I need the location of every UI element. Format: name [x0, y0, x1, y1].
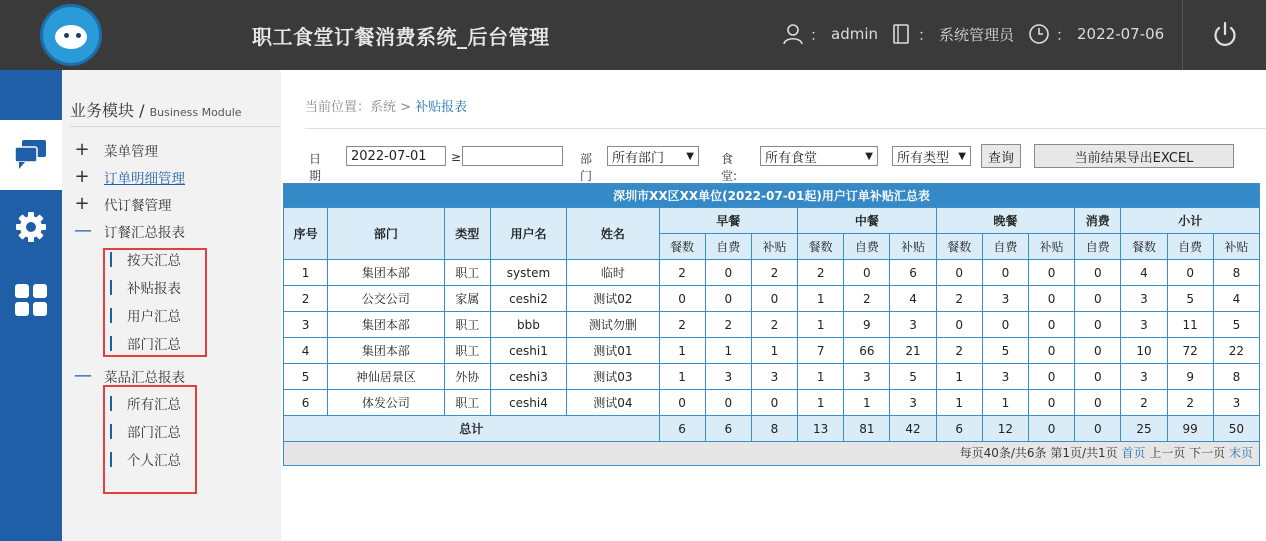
table-cell: 0	[1075, 312, 1121, 338]
table-cell: 2	[659, 312, 705, 338]
dept-select-value: 所有部门	[612, 150, 665, 166]
rail-chat-button[interactable]	[0, 120, 62, 190]
canteen-select[interactable]	[760, 146, 878, 166]
sidebar-item-label: 菜品汇总报表	[104, 370, 185, 386]
table-cell: 8	[1213, 260, 1259, 286]
table-cell: 4	[1121, 260, 1167, 286]
date-ge-input[interactable]	[462, 146, 563, 166]
table-cell: 4	[284, 338, 328, 364]
table-cell: 集团本部	[328, 312, 444, 338]
table-cell: 11	[1167, 312, 1213, 338]
first-page-link[interactable]: 首页	[1121, 446, 1146, 460]
subnav-item-label: 所有汇总	[127, 397, 181, 413]
table-row	[284, 286, 1260, 312]
table-cell: 0	[844, 260, 890, 286]
subnav-item-label: 用户汇总	[127, 309, 181, 325]
table-cell: 1	[844, 390, 890, 416]
total-cell: 50	[1213, 416, 1259, 442]
table-cell: 2	[798, 260, 844, 286]
chevron-down-icon: ▼	[686, 150, 694, 162]
table-cell: ceshi1	[490, 338, 566, 364]
chevron-down-icon: ▼	[958, 150, 966, 162]
table-cell: 72	[1167, 338, 1213, 364]
sidebar-item-order-summary[interactable]	[74, 221, 185, 241]
header-sep: ：	[918, 25, 934, 44]
sidebar-item-proxy-order[interactable]	[74, 194, 172, 214]
total-cell: 0	[1075, 416, 1121, 442]
total-cell: 12	[982, 416, 1028, 442]
type-select[interactable]	[892, 146, 971, 166]
chevron-down-icon: ▼	[865, 150, 873, 162]
table-cell: 1	[798, 364, 844, 390]
table-cell: 2	[659, 260, 705, 286]
table-cell: 测试03	[567, 364, 659, 390]
table-cell: 0	[751, 390, 797, 416]
table-cell: 3	[890, 312, 936, 338]
table-row	[284, 364, 1260, 390]
table-cell: 2	[705, 312, 751, 338]
table-cell: 集团本部	[328, 338, 444, 364]
table-cell: ceshi3	[490, 364, 566, 390]
col-dept: 部门	[328, 208, 444, 260]
next-page-label: 下一页	[1189, 446, 1229, 460]
table-cell: 5	[1213, 312, 1259, 338]
table-cell: 测试01	[567, 338, 659, 364]
table-cell: 测试02	[567, 286, 659, 312]
highlight-box	[103, 248, 207, 357]
table-cell: 4	[1213, 286, 1259, 312]
table-cell: 22	[1213, 338, 1259, 364]
table-cell: ceshi2	[490, 286, 566, 312]
sidebar-item-label: 订单明细管理	[104, 171, 185, 187]
table-row	[284, 260, 1260, 286]
col-dinner: 晚餐	[936, 208, 1075, 234]
subheader-cell: 自费	[982, 234, 1028, 260]
table-cell: 2	[936, 286, 982, 312]
subheader-cell: 补贴	[890, 234, 936, 260]
table-cell: 1	[751, 338, 797, 364]
pager-info: 每页40条/共6条 第1页/共1页	[959, 446, 1122, 460]
table-cell: 1	[659, 364, 705, 390]
export-excel-button[interactable]: 当前结果导出EXCEL	[1034, 144, 1234, 168]
subnav-item-label: 个人汇总	[127, 453, 181, 469]
subheader-cell: 餐数	[798, 234, 844, 260]
table-cell: 1	[659, 338, 705, 364]
main-content	[281, 70, 1266, 541]
module-title	[70, 98, 242, 121]
highlight-box	[103, 385, 197, 494]
logo-eye-right	[76, 33, 81, 38]
subnav-item-label: 部门汇总	[127, 337, 181, 353]
minus-icon: —	[74, 220, 92, 241]
sidebar-item-dish-summary[interactable]	[74, 366, 185, 386]
role-name: 系统管理员	[939, 25, 1015, 44]
table-cell: 职工	[444, 260, 490, 286]
breadcrumb-current[interactable]: 补贴报表	[415, 100, 468, 115]
table-cell: 3	[284, 312, 328, 338]
table-cell: 0	[1075, 260, 1121, 286]
sidebar	[62, 70, 281, 541]
table-cell: 0	[982, 260, 1028, 286]
col-breakfast: 早餐	[659, 208, 798, 234]
table-cell: 0	[1029, 390, 1075, 416]
table-cell: 3	[751, 364, 797, 390]
gear-icon	[14, 210, 48, 244]
table-cell: 7	[798, 338, 844, 364]
breadcrumb	[305, 96, 467, 115]
table-cell: 10	[1121, 338, 1167, 364]
chat-icon	[14, 139, 48, 171]
table-cell: 3	[1121, 312, 1167, 338]
total-label: 总计	[284, 416, 660, 442]
breadcrumb-prefix: 当前位置：系统 >	[305, 100, 416, 115]
subheader-cell: 餐数	[936, 234, 982, 260]
sidebar-item-label: 代订餐管理	[104, 198, 172, 214]
plus-icon: +	[74, 193, 90, 214]
table-cell: 临时	[567, 260, 659, 286]
table-cell: 测试勿删	[567, 312, 659, 338]
subnav-item-label: 按天汇总	[127, 253, 181, 269]
total-row	[284, 416, 1260, 442]
subheader-cell: 自费	[1167, 234, 1213, 260]
dept-label: 部门	[580, 152, 593, 183]
pagination	[283, 442, 1260, 466]
header-date	[1028, 23, 1164, 45]
plus-icon: +	[74, 139, 90, 160]
top-header	[0, 0, 1266, 70]
table-row	[284, 312, 1260, 338]
col-user: 用户名	[490, 208, 566, 260]
subheader-cell: 餐数	[659, 234, 705, 260]
grid-icon	[14, 283, 48, 317]
table-cell: 6	[890, 260, 936, 286]
table-cell: 3	[890, 390, 936, 416]
table-body	[284, 260, 1260, 442]
table-cell: 3	[1121, 286, 1167, 312]
table-cell: 0	[1075, 286, 1121, 312]
module-title-en: Business Module	[149, 106, 242, 119]
table-cell: 测试04	[567, 390, 659, 416]
header-user	[782, 23, 878, 45]
table-cell: 5	[284, 364, 328, 390]
table-cell: 1	[982, 390, 1028, 416]
power-icon	[1211, 21, 1239, 49]
subnav-item-label: 补贴报表	[127, 281, 181, 297]
divider	[70, 126, 280, 127]
table-cell: 0	[1075, 338, 1121, 364]
last-page-link[interactable]: 末页	[1228, 446, 1253, 460]
table-cell: 3	[705, 364, 751, 390]
total-cell: 6	[936, 416, 982, 442]
document-icon	[890, 23, 912, 45]
table-cell: 2	[751, 260, 797, 286]
total-cell: 6	[705, 416, 751, 442]
minus-icon: —	[74, 365, 92, 386]
table-cell: 集团本部	[328, 260, 444, 286]
logo-eye-left	[64, 33, 69, 38]
table-cell: 3	[982, 286, 1028, 312]
table-cell: 9	[844, 312, 890, 338]
table-cell: 家属	[444, 286, 490, 312]
total-cell: 8	[751, 416, 797, 442]
rail-apps-button[interactable]	[0, 265, 62, 335]
table-row	[284, 338, 1260, 364]
table-cell: 66	[844, 338, 890, 364]
table-cell: 2	[1167, 390, 1213, 416]
table-cell: 2	[751, 312, 797, 338]
col-lunch: 中餐	[798, 208, 937, 234]
sidebar-item-label: 菜单管理	[104, 144, 158, 160]
table-cell: 3	[1213, 390, 1259, 416]
clock-icon	[1028, 23, 1050, 45]
date-label: 日期	[309, 152, 322, 183]
subsidy-report-table	[283, 183, 1260, 442]
table-row	[284, 390, 1260, 416]
user-name: admin	[831, 25, 879, 43]
sidebar-item-label: 订餐汇总报表	[104, 225, 185, 241]
table-cell: 1	[705, 338, 751, 364]
table-cell: 3	[982, 364, 1028, 390]
subheader-cell: 补贴	[1213, 234, 1259, 260]
table-cell: 6	[284, 390, 328, 416]
total-cell: 99	[1167, 416, 1213, 442]
table-cell: 2	[1121, 390, 1167, 416]
header-sep: ：	[1056, 25, 1072, 44]
rail-settings-button[interactable]	[0, 192, 62, 262]
table-cell: 5	[982, 338, 1028, 364]
col-seq: 序号	[284, 208, 328, 260]
table-cell: 0	[1029, 312, 1075, 338]
col-subtotal: 小计	[1121, 208, 1260, 234]
subnav-item-label: 部门汇总	[127, 425, 181, 441]
app-logo	[40, 4, 102, 66]
current-date: 2022-07-06	[1077, 25, 1165, 43]
table-cell: 0	[1075, 390, 1121, 416]
total-cell: 81	[844, 416, 890, 442]
subheader-cell: 餐数	[1121, 234, 1167, 260]
table-cell: 5	[1167, 286, 1213, 312]
header-sep: ：	[810, 25, 826, 44]
table-cell: 8	[1213, 364, 1259, 390]
table-cell: 5	[890, 364, 936, 390]
subheader-cell: 自费	[705, 234, 751, 260]
subheader-cell: 自费	[844, 234, 890, 260]
prev-page-label: 上一页	[1145, 446, 1190, 460]
table-cell: 1	[798, 312, 844, 338]
table-cell: 神仙居景区	[328, 364, 444, 390]
col-consume: 消费	[1075, 208, 1121, 234]
type-select-value: 所有类型	[897, 150, 950, 166]
query-button[interactable]: 查询	[981, 144, 1021, 168]
table-cell: 0	[705, 286, 751, 312]
table-cell: 2	[844, 286, 890, 312]
date-le-input[interactable]	[346, 146, 446, 166]
total-cell: 6	[659, 416, 705, 442]
total-cell: 42	[890, 416, 936, 442]
table-cell: 公交公司	[328, 286, 444, 312]
table-caption: 深圳市XX区XX单位(2022-07-01起)用户订单补贴汇总表	[284, 184, 1260, 208]
table-cell: 1	[936, 390, 982, 416]
table-cell: 9	[1167, 364, 1213, 390]
table-cell: bbb	[490, 312, 566, 338]
date-ge-label: ≥	[451, 150, 462, 164]
total-cell: 13	[798, 416, 844, 442]
table-cell: 0	[982, 312, 1028, 338]
icon-rail	[0, 70, 62, 541]
table-cell: 0	[751, 286, 797, 312]
table-cell: 1	[798, 286, 844, 312]
logo-face	[55, 25, 87, 49]
module-title-cn: 业务模块 /	[70, 101, 150, 120]
header-role	[890, 23, 1014, 45]
col-name: 姓名	[567, 208, 659, 260]
table-cell: 职工	[444, 312, 490, 338]
sidebar-item-menu-management[interactable]	[74, 140, 158, 160]
table-cell: 1	[798, 390, 844, 416]
subheader-cell: 补贴	[1029, 234, 1075, 260]
table-cell: 1	[284, 260, 328, 286]
table-cell: 2	[936, 338, 982, 364]
canteen-select-value: 所有食堂	[765, 150, 818, 166]
table-cell: 0	[1029, 338, 1075, 364]
total-cell: 25	[1121, 416, 1167, 442]
divider	[305, 128, 1266, 129]
table-cell: 体发公司	[328, 390, 444, 416]
table-cell: 0	[659, 286, 705, 312]
logout-button[interactable]	[1182, 0, 1266, 70]
table-cell: 0	[1167, 260, 1213, 286]
col-type: 类型	[444, 208, 490, 260]
subheader-cell: 补贴	[751, 234, 797, 260]
table-cell: ceshi4	[490, 390, 566, 416]
table-cell: 3	[1121, 364, 1167, 390]
table-cell: 0	[936, 260, 982, 286]
table-cell: 0	[705, 260, 751, 286]
table-cell: 外协	[444, 364, 490, 390]
table-cell: 职工	[444, 338, 490, 364]
plus-icon: +	[74, 166, 90, 187]
table-cell: 0	[1029, 364, 1075, 390]
table-cell: 职工	[444, 390, 490, 416]
table-cell: 3	[844, 364, 890, 390]
table-cell: 0	[1075, 364, 1121, 390]
table-cell: 0	[705, 390, 751, 416]
table-cell: 0	[1029, 260, 1075, 286]
user-icon	[782, 23, 804, 45]
table-cell: 0	[659, 390, 705, 416]
canteen-label: 食堂:	[721, 152, 738, 183]
sidebar-item-order-details[interactable]	[74, 167, 185, 187]
total-cell: 0	[1029, 416, 1075, 442]
dept-select[interactable]	[607, 146, 699, 166]
table-cell: 0	[936, 312, 982, 338]
table-cell: system	[490, 260, 566, 286]
table-cell: 21	[890, 338, 936, 364]
table-cell: 0	[1029, 286, 1075, 312]
table-cell: 1	[936, 364, 982, 390]
table-cell: 4	[890, 286, 936, 312]
table-cell: 2	[284, 286, 328, 312]
subheader-cell: 自费	[1075, 234, 1121, 260]
app-title: 职工食堂订餐消费系统_后台管理	[252, 25, 550, 49]
